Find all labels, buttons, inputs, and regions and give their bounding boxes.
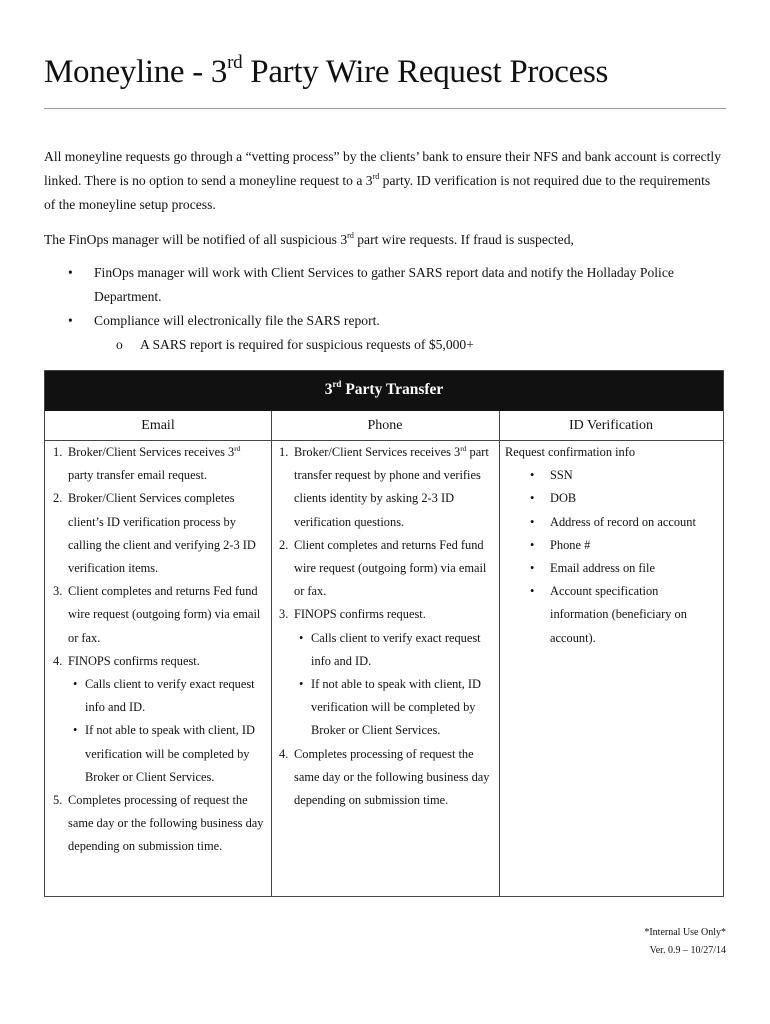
sub-step-text: Calls client to verify exact request info and ID. (311, 630, 481, 668)
list-item (44, 261, 724, 309)
list-item (505, 511, 717, 534)
step-text: Completes processing of request the same day or the following business day depending on submission time. (294, 746, 490, 808)
column-divider (271, 411, 272, 896)
intro-paragraph-2 (44, 228, 724, 252)
bullet-icon: • (530, 468, 535, 483)
list-item (294, 673, 493, 743)
step-number: 5. (53, 793, 63, 808)
step-text: Client completes and returns Fed fund wire request (outgoing form) via email or fax. (68, 584, 261, 645)
list-item (505, 487, 717, 510)
title-divider (44, 108, 726, 109)
list-item (294, 627, 493, 673)
list-item (505, 557, 717, 580)
list-item (505, 580, 717, 650)
column-divider (499, 411, 500, 896)
title-superscript: rd (227, 52, 243, 73)
step-sup: rd (460, 444, 467, 453)
id-verification-heading: Request confirmation info (505, 445, 636, 459)
phone-column (279, 441, 493, 812)
step-text: Completes processing of request the same day or the following business day depending on submission time. (68, 793, 264, 854)
sub-list (68, 673, 265, 789)
step-text: Broker/Client Services receives 3 (294, 445, 461, 459)
list-item (279, 743, 493, 813)
id-item-text: Email address on file (550, 561, 655, 576)
step-number: 2. (53, 491, 63, 506)
intro-paragraph-1 (44, 145, 724, 217)
list-item (53, 487, 265, 580)
bullet-icon: • (299, 677, 304, 692)
intro-p1-text-a: All moneyline requests go through a “vetting process” by the clients’ bank to ensure their NFS and bank account is correctly linked. There is no option to send a moneyline request to a 3 (44, 149, 721, 188)
bullet-icon: • (73, 723, 78, 738)
column-header-id-verification: ID Verification (499, 411, 723, 441)
hollow-bullet-icon: o (116, 337, 123, 352)
list-item (279, 534, 493, 604)
table-title-sup: rd (332, 379, 342, 389)
step-text: FINOPS confirms request. (68, 653, 200, 668)
sub-list (294, 627, 493, 743)
phone-steps (279, 441, 493, 812)
page-title (44, 46, 608, 98)
bullet-icon: • (68, 313, 73, 328)
bullet-icon: • (530, 561, 535, 576)
step-number: 3. (279, 607, 289, 622)
step-number: 1. (53, 445, 63, 459)
intro-p2-text-b: part wire requests. If fraud is suspected, (353, 232, 574, 247)
internal-use-note: *Internal Use Only* (644, 927, 726, 938)
sub-bullet-text: A SARS report is required for suspicious requests of $5,000+ (140, 337, 474, 352)
intro-p1-sup: rd (372, 172, 380, 181)
intro-p2-sup: rd (347, 231, 354, 240)
step-sup: rd (234, 444, 241, 453)
column-header-phone: Phone (271, 411, 499, 441)
email-column (53, 441, 265, 859)
step-number: 1. (279, 445, 289, 459)
step-text: Broker/Client Services receives 3 (68, 445, 235, 459)
table-title-a: 3 (324, 381, 333, 398)
table-title-b: Party Transfer (341, 381, 444, 398)
id-verification-column (505, 441, 717, 650)
bullet-icon: • (530, 514, 535, 529)
list-item (505, 464, 717, 487)
sub-step-text: If not able to speak with client, ID verification will be completed by Broker or Client Services. (85, 723, 255, 784)
step-text: part transfer request by phone and verifies clients identity by asking 2-3 ID verification questions. (294, 445, 489, 529)
list-item (94, 333, 724, 357)
list-item (53, 580, 265, 650)
intro-p1-text-b: party. ID verification is not required due to the requirements of the moneyline setup process. (44, 173, 711, 212)
list-item (279, 603, 493, 742)
sub-list (94, 333, 724, 357)
bullet-text: FinOps manager will work with Client Services to gather SARS report data and notify the Holladay Police Department. (94, 265, 674, 304)
list-item (279, 441, 493, 534)
list-item (68, 673, 265, 719)
step-text: party transfer email request. (68, 468, 207, 483)
version-note: Ver. 0.9 – 10/27/14 (649, 945, 726, 956)
sub-step-text: Calls client to verify exact request info and ID. (85, 677, 255, 715)
bullet-icon: • (530, 584, 535, 599)
bullet-icon: • (530, 491, 535, 506)
table-title (45, 371, 723, 411)
email-steps (53, 441, 265, 859)
list-item (53, 441, 265, 487)
bullet-icon: • (68, 265, 73, 280)
id-item-text: Phone # (550, 537, 591, 552)
column-header-email: Email (45, 411, 271, 441)
fraud-steps-list (44, 261, 724, 357)
bullet-text: Compliance will electronically file the SARS report. (94, 313, 380, 328)
step-number: 4. (279, 746, 289, 761)
title-main: Moneyline - 3 (44, 54, 228, 90)
step-text: Broker/Client Services completes client’s ID verification process by calling the client and verifying 2-3 ID verification items. (68, 491, 256, 576)
bullet-icon: • (530, 537, 535, 552)
step-number: 3. (53, 584, 63, 599)
id-item-text: DOB (550, 491, 577, 506)
id-item-text: Address of record on account (550, 514, 696, 529)
step-text: FINOPS confirms request. (294, 607, 426, 622)
step-text: Client completes and returns Fed fund wire request (outgoing form) via email or fax. (294, 537, 487, 599)
sub-step-text: If not able to speak with client, ID verification will be completed by Broker or Client Services. (311, 677, 481, 738)
id-item-text: Account specification information (beneficiary on account). (550, 584, 687, 645)
list-item (53, 789, 265, 859)
transfer-table (44, 370, 724, 897)
step-number: 4. (53, 653, 63, 668)
step-number: 2. (279, 537, 289, 552)
bullet-icon: • (73, 677, 78, 692)
bullet-icon: • (299, 630, 304, 645)
id-item-text: SSN (550, 468, 573, 483)
title-rest: Party Wire Request Process (242, 54, 609, 90)
list-item (53, 650, 265, 789)
list-item (68, 719, 265, 789)
list-item (44, 309, 724, 357)
intro-p2-text-a: The FinOps manager will be notified of all suspicious 3 (44, 232, 348, 247)
id-verification-list (505, 464, 717, 650)
list-item (505, 534, 717, 557)
